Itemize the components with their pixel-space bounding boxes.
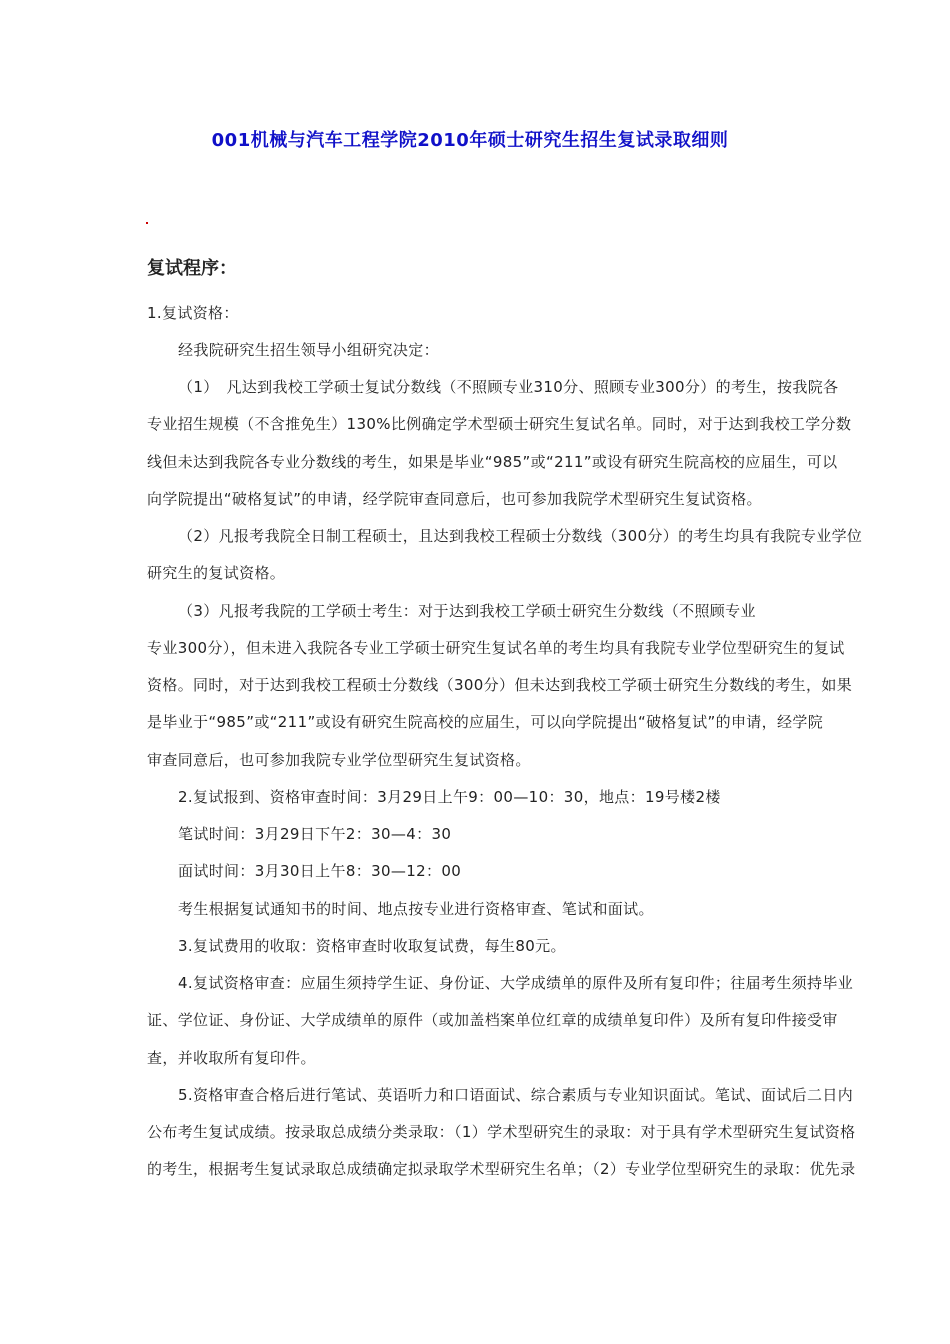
- paragraph-line: 笔试时间：3月29日下午2：30—4：30: [178, 825, 452, 843]
- paragraph-line: 证、学位证、身份证、大学成绩单的原件（或加盖档案单位红章的成绩单复印件）及所有复印件接受审: [147, 1011, 838, 1029]
- paragraph-line: 资格。同时，对于达到我校工程硕士分数线（300分）但未达到我校工学硕士研究生分数线的考生，如果: [147, 676, 853, 694]
- paragraph-line: 专业招生规模（不含推免生）130%比例确定学术型硕士研究生复试名单。同时，对于达到我校工学分数: [147, 415, 852, 433]
- paragraph-line: 研究生的复试资格。: [147, 564, 286, 582]
- paragraph-line: 是毕业于“985”或“211”或设有研究生院高校的应届生，可以向学院提出“破格复试”的申请，经学院: [147, 713, 824, 731]
- paragraph-line: 考生根据复试通知书的时间、地点按专业进行资格审查、笔试和面试。: [178, 900, 654, 918]
- paragraph-line: 5.资格审查合格后进行笔试、英语听力和口语面试、综合素质与专业知识面试。笔试、面试后二日内: [178, 1086, 854, 1104]
- red-mark: [146, 222, 148, 224]
- paragraph-line: 查，并收取所有复印件。: [147, 1049, 316, 1067]
- paragraph-line: 的考生，根据考生复试录取总成绩确定拟录取学术型研究生名单；（2）专业学位型研究生的录取：优先录: [147, 1160, 856, 1178]
- document-title: 001机械与汽车工程学院2010年硕士研究生招生复试录取细则: [211, 130, 729, 151]
- paragraph-line: 专业300分），但未进入我院各专业工学硕士研究生复试名单的考生均具有我院专业学位型研究生的复试: [147, 639, 845, 657]
- paragraph-line: 面试时间：3月30日上午8：30—12：00: [178, 862, 462, 880]
- paragraph-line: 1.复试资格：: [147, 304, 239, 322]
- paragraph-line: 审查同意后，也可参加我院专业学位型研究生复试资格。: [147, 751, 531, 769]
- paragraph-line: （2）凡报考我院全日制工程硕士，且达到我校工程硕士分数线（300分）的考生均具有我院专业学位: [178, 527, 863, 545]
- paragraph-line: 公布考生复试成绩。按录取总成绩分类录取：（1）学术型研究生的录取：对于具有学术型研究生复试资格: [147, 1123, 856, 1141]
- section-heading: 复试程序：: [147, 258, 237, 279]
- paragraph-line: （1） 凡达到我校工学硕士复试分数线（不照顾专业310分、照顾专业300分）的考生，按我院各: [178, 378, 839, 396]
- paragraph-line: 4.复试资格审查：应届生须持学生证、身份证、大学成绩单的原件及所有复印件；往届考生须持毕业: [178, 974, 854, 992]
- paragraph-line: （3）凡报考我院的工学硕士考生：对于达到我校工学硕士研究生分数线（不照顾专业: [178, 602, 756, 620]
- paragraph-line: 3.复试费用的收取：资格审查时收取复试费，每生80元。: [178, 937, 566, 955]
- paragraph-line: 线但未达到我院各专业分数线的考生，如果是毕业“985”或“211”或设有研究生院高校的应届生，可以: [147, 453, 838, 471]
- paragraph-line: 2.复试报到、资格审查时间：3月29日上午9：00—10：30，地点：19号楼2楼: [178, 788, 721, 806]
- paragraph-line: 经我院研究生招生领导小组研究决定：: [178, 341, 439, 359]
- paragraph-line: 向学院提出“破格复试”的申请，经学院审查同意后，也可参加我院学术型研究生复试资格。: [147, 490, 762, 508]
